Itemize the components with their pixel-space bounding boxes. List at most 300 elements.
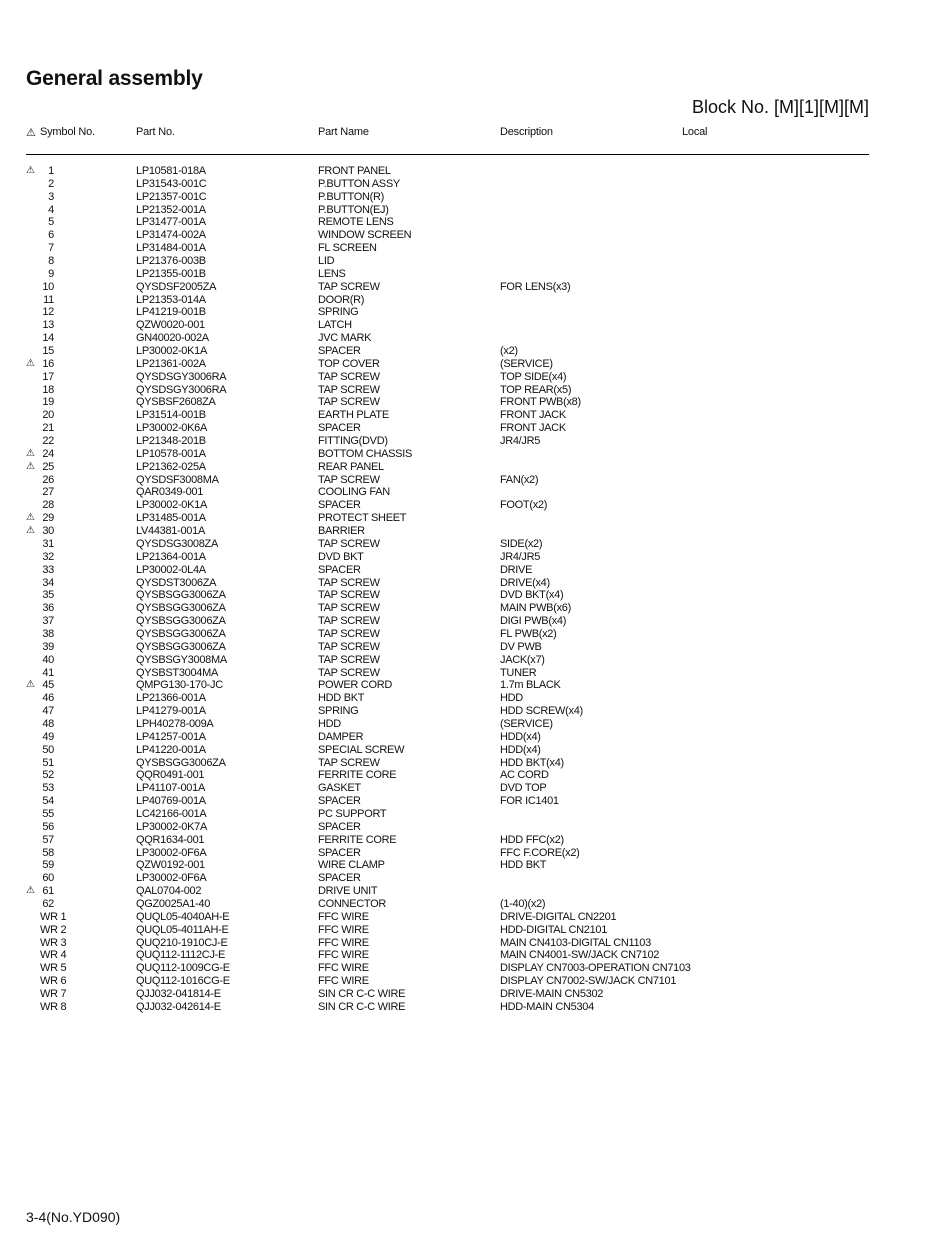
part-name: FFC WIRE: [318, 962, 369, 975]
part-name: TAP SCREW: [318, 653, 380, 666]
part-no: QYSBSGG3006ZA: [136, 756, 226, 769]
description: DVD BKT(x4): [500, 589, 564, 602]
part-name: SPACER: [318, 499, 361, 512]
part-no: LP31485-001A: [136, 512, 206, 525]
part-name: GASKET: [318, 782, 361, 795]
symbol-no: 41: [42, 666, 54, 679]
table-row: [0, 757, 950, 770]
part-name: SPACER: [318, 820, 361, 833]
symbol-no: WR 1: [40, 910, 67, 923]
part-no: QYSBSGY3008MA: [136, 653, 227, 666]
symbol-no: 53: [42, 782, 54, 795]
part-no: QGZ0025A1-40: [136, 897, 211, 910]
part-name: SIN CR C-C WIRE: [318, 988, 406, 1000]
description: DRIVE: [500, 563, 533, 576]
part-no: QYSBSGG3006ZA: [136, 640, 226, 653]
description: AC CORD: [500, 769, 549, 782]
part-name: TAP SCREW: [318, 756, 380, 769]
table-row: [0, 924, 950, 937]
part-name: SPRING: [318, 705, 359, 718]
part-no: LP21376-003B: [136, 255, 206, 268]
symbol-no: 56: [42, 820, 54, 833]
table-row: [0, 512, 950, 525]
part-name: SIN CR C-C WIRE: [318, 1000, 406, 1013]
part-no: LP31514-001B: [136, 409, 206, 422]
description: DVD TOP: [500, 782, 547, 795]
table-row: [0, 885, 950, 898]
part-no: LP30002-0K1A: [136, 499, 208, 512]
table-row: [0, 371, 950, 384]
part-no: LP21361-002A: [136, 357, 206, 370]
table-row: [0, 731, 950, 744]
symbol-no: 59: [42, 859, 54, 872]
part-no: LP30002-0L4A: [136, 563, 206, 576]
description: DIGI PWB(x4): [500, 615, 567, 628]
symbol-no: WR 5: [40, 962, 67, 975]
part-name: BOTTOM CHASSIS: [318, 447, 412, 460]
part-name: FFC WIRE: [318, 936, 369, 949]
table-row: [0, 551, 950, 564]
part-name: BARRIER: [318, 525, 365, 538]
part-name: LENS: [318, 267, 346, 280]
table-row: [0, 294, 950, 307]
table-row: [0, 615, 950, 628]
symbol-no: WR 2: [40, 923, 67, 936]
part-name: SPRING: [318, 306, 359, 319]
part-name: TAP SCREW: [318, 589, 380, 602]
table-row: [0, 769, 950, 782]
table-row: [0, 654, 950, 667]
part-no: QUQ112-1112CJ-E: [136, 949, 226, 962]
symbol-no: 57: [42, 833, 54, 846]
symbol-no: 10: [42, 280, 54, 293]
table-row: [0, 949, 950, 962]
description: 1.7m BLACK: [500, 679, 561, 692]
table-row: [0, 409, 950, 422]
table-row: [0, 872, 950, 885]
part-name: TAP SCREW: [318, 576, 380, 589]
part-name: TAP SCREW: [318, 473, 380, 486]
table-row: [0, 165, 950, 178]
part-no: LP40769-001A: [136, 795, 206, 808]
symbol-no: 32: [42, 550, 54, 563]
table-row: [0, 306, 950, 319]
description: HDD BKT(x4): [500, 756, 564, 769]
warning-icon: ⚠: [26, 127, 36, 139]
table-row: [0, 692, 950, 705]
description: MAIN PWB(x6): [500, 602, 571, 615]
table-row: [0, 204, 950, 217]
table-header: [0, 126, 950, 140]
part-no: QMPG130-170-JC: [136, 679, 223, 692]
symbol-no: 8: [48, 255, 54, 268]
table-row: [0, 628, 950, 641]
table-row: [0, 435, 950, 448]
table-row: [0, 564, 950, 577]
part-no: QYSDSF2005ZA: [136, 280, 217, 293]
part-no: QUQL05-4040AH-E: [136, 910, 230, 923]
description: MAIN CN4103-DIGITAL CN1103: [500, 936, 651, 949]
symbol-no: 62: [42, 897, 54, 910]
part-name: CONNECTOR: [318, 897, 386, 910]
part-no: LP31474-002A: [136, 229, 206, 242]
part-name: SPACER: [318, 563, 361, 576]
description: DISPLAY CN7002-SW/JACK CN7101: [500, 975, 677, 988]
part-name: SPACER: [318, 872, 361, 885]
part-no: QYSDSGY3006RA: [136, 383, 227, 396]
symbol-no: WR 4: [40, 949, 67, 962]
table-row: [0, 1001, 950, 1014]
symbol-no: 17: [42, 370, 54, 383]
symbol-no: 29: [42, 512, 54, 525]
description: DV PWB: [500, 640, 542, 653]
symbol-no: 2: [48, 177, 54, 190]
part-no: LP10581-018A: [136, 165, 206, 177]
part-no: QYSBSF2608ZA: [136, 396, 216, 409]
part-name: FERRITE CORE: [318, 769, 397, 782]
part-name: WIRE CLAMP: [318, 859, 385, 872]
symbol-no: 16: [42, 357, 54, 370]
description: FOOT(x2): [500, 499, 548, 512]
table-row: [0, 384, 950, 397]
part-name: DOOR(R): [318, 293, 365, 306]
symbol-no: 60: [42, 872, 54, 885]
part-name: TAP SCREW: [318, 627, 380, 640]
symbol-no: 21: [42, 422, 54, 435]
part-no: LP30002-0K6A: [136, 422, 208, 435]
part-no: LP41219-001B: [136, 306, 206, 319]
symbol-no: 54: [42, 795, 54, 808]
table-row: [0, 255, 950, 268]
part-no: QYSDSG3008ZA: [136, 537, 218, 550]
part-name: TAP SCREW: [318, 602, 380, 615]
part-no: QUQ112-1009CG-E: [136, 962, 230, 975]
part-no: QUQ210-1910CJ-E: [136, 936, 228, 949]
table-row: [0, 718, 950, 731]
warning-icon: ⚠: [26, 165, 35, 176]
table-row: [0, 705, 950, 718]
description: HDD SCREW(x4): [500, 705, 583, 718]
description: FRONT JACK: [500, 422, 566, 435]
part-no: LP21353-014A: [136, 293, 206, 306]
column-header-part-no: Part No.: [136, 126, 175, 138]
symbol-no: 55: [42, 807, 54, 820]
part-name: LID: [318, 255, 335, 268]
description: HDD(x4): [500, 743, 541, 756]
part-name: HDD BKT: [318, 692, 365, 705]
column-header-symbol-no: Symbol No.: [40, 126, 95, 138]
symbol-no: 31: [42, 537, 54, 550]
part-no: QJJ032-042614-E: [136, 1000, 221, 1013]
symbol-no: 15: [42, 345, 54, 358]
warning-icon: ⚠: [26, 357, 35, 369]
symbol-no: 26: [42, 473, 54, 486]
symbol-no: 34: [42, 576, 54, 589]
part-no: QYSBSGG3006ZA: [136, 627, 226, 640]
table-row: [0, 242, 950, 255]
description: FL PWB(x2): [500, 627, 557, 640]
part-no: LP30002-0K1A: [136, 345, 208, 358]
symbol-no: 40: [42, 653, 54, 666]
table-row: [0, 358, 950, 371]
table-row: [0, 396, 950, 409]
part-name: SPACER: [318, 422, 361, 435]
part-name: FFC WIRE: [318, 975, 369, 988]
part-no: QZW0192-001: [136, 859, 205, 872]
description: FRONT PWB(x8): [500, 396, 581, 409]
column-header-part-name: Part Name: [318, 126, 369, 138]
symbol-no: 30: [42, 525, 54, 538]
description: JACK(x7): [500, 653, 545, 666]
part-name: JVC MARK: [318, 332, 372, 345]
part-no: QYSBST3004MA: [136, 666, 218, 679]
part-no: QZW0020-001: [136, 319, 205, 332]
part-name: TOP COVER: [318, 357, 380, 370]
symbol-no: 3: [48, 190, 54, 203]
part-no: QYSBSGG3006ZA: [136, 602, 226, 615]
warning-icon: ⚠: [26, 447, 35, 459]
table-row: [0, 679, 950, 692]
table-row: [0, 847, 950, 860]
symbol-no: 33: [42, 563, 54, 576]
table-row: [0, 229, 950, 242]
part-no: QYSBSGG3006ZA: [136, 589, 226, 602]
table-row: [0, 795, 950, 808]
parts-table: [0, 165, 950, 1014]
part-no: QUQL05-4011AH-E: [136, 923, 229, 936]
part-no: LP31484-001A: [136, 242, 206, 255]
symbol-no: 11: [43, 293, 54, 306]
part-name: TAP SCREW: [318, 537, 380, 550]
warning-icon: ⚠: [26, 512, 35, 524]
part-no: LPH40278-009A: [136, 717, 214, 730]
symbol-no: 58: [42, 846, 54, 859]
table-row: [0, 577, 950, 590]
warning-icon: ⚠: [26, 525, 35, 537]
header-divider: [26, 154, 869, 155]
table-row: [0, 422, 950, 435]
table-row: [0, 937, 950, 950]
description: SIDE(x2): [500, 537, 543, 550]
warning-icon: ⚠: [26, 679, 35, 691]
part-no: QAR0349-001: [136, 486, 204, 499]
symbol-no: 20: [42, 409, 54, 422]
table-row: [0, 641, 950, 654]
part-no: QAL0704-002: [136, 885, 202, 898]
description: FFC F.CORE(x2): [500, 846, 580, 859]
table-row: [0, 525, 950, 538]
part-no: LP21366-001A: [136, 692, 206, 705]
description: HDD-MAIN CN5304: [500, 1000, 594, 1013]
table-row: [0, 281, 950, 294]
description: DISPLAY CN7003-OPERATION CN7103: [500, 962, 691, 975]
symbol-no: 36: [42, 602, 54, 615]
table-row: [0, 268, 950, 281]
table-row: [0, 178, 950, 191]
symbol-no: 19: [42, 396, 54, 409]
part-no: LP21352-001A: [136, 203, 206, 216]
part-name: COOLING FAN: [318, 486, 390, 499]
symbol-no: 1: [48, 165, 54, 177]
part-name: FFC WIRE: [318, 923, 369, 936]
symbol-no: 38: [42, 627, 54, 640]
description: FOR LENS(x3): [500, 280, 571, 293]
table-row: [0, 461, 950, 474]
part-no: QJJ032-041814-E: [136, 988, 221, 1000]
part-no: QQR1634-001: [136, 833, 205, 846]
part-no: LP21348-201B: [136, 435, 206, 448]
symbol-no: 48: [42, 717, 54, 730]
table-row: [0, 988, 950, 1001]
table-row: [0, 975, 950, 988]
description: JR4/JR5: [500, 550, 541, 563]
symbol-no: WR 8: [40, 1000, 67, 1013]
table-row: [0, 821, 950, 834]
table-row: [0, 589, 950, 602]
part-no: QYSDSGY3006RA: [136, 370, 227, 383]
part-name: P.BUTTON(EJ): [318, 203, 389, 216]
part-name: FFC WIRE: [318, 949, 369, 962]
description: DRIVE-DIGITAL CN2201: [500, 910, 617, 923]
table-row: [0, 332, 950, 345]
symbol-no: 9: [48, 267, 54, 280]
part-no: LP31477-001A: [136, 216, 206, 229]
symbol-no: 52: [42, 769, 54, 782]
part-name: PROTECT SHEET: [318, 512, 407, 525]
part-name: TAP SCREW: [318, 615, 380, 628]
table-row: [0, 898, 950, 911]
symbol-no: 12: [42, 306, 54, 319]
part-name: REMOTE LENS: [318, 216, 394, 229]
part-no: LP21355-001B: [136, 267, 206, 280]
part-name: TAP SCREW: [318, 383, 380, 396]
part-name: DAMPER: [318, 730, 364, 743]
part-no: QUQ112-1016CG-E: [136, 975, 230, 988]
table-row: [0, 191, 950, 204]
description: HDD-DIGITAL CN2101: [500, 923, 608, 936]
description: FAN(x2): [500, 473, 539, 486]
part-name: DVD BKT: [318, 550, 364, 563]
part-no: LP30002-0K7A: [136, 820, 208, 833]
page-title: General assembly: [26, 67, 203, 90]
description: HDD FFC(x2): [500, 833, 564, 846]
part-name: HDD: [318, 717, 341, 730]
symbol-no: 22: [42, 435, 54, 448]
symbol-no: 35: [42, 589, 54, 602]
symbol-no: 18: [42, 383, 54, 396]
description: MAIN CN4001-SW/JACK CN7102: [500, 949, 660, 962]
part-no: LP30002-0F6A: [136, 872, 207, 885]
part-no: LP31543-001C: [136, 177, 207, 190]
description: TOP REAR(x5): [500, 383, 572, 396]
table-row: [0, 859, 950, 872]
description: TOP SIDE(x4): [500, 370, 567, 383]
description: HDD(x4): [500, 730, 541, 743]
symbol-no: 37: [42, 615, 54, 628]
symbol-no: 28: [42, 499, 54, 512]
part-name: FITTING(DVD): [318, 435, 388, 448]
part-name: TAP SCREW: [318, 280, 380, 293]
symbol-no: 39: [42, 640, 54, 653]
column-header-local: Local: [682, 126, 708, 138]
part-name: FRONT PANEL: [318, 165, 391, 177]
part-no: LC42166-001A: [136, 807, 207, 820]
part-no: LP41279-001A: [136, 705, 206, 718]
description: JR4/JR5: [500, 435, 541, 448]
table-row: [0, 962, 950, 975]
part-name: FERRITE CORE: [318, 833, 397, 846]
table-row: [0, 834, 950, 847]
description: DRIVE(x4): [500, 576, 550, 589]
part-name: TAP SCREW: [318, 666, 380, 679]
description: FOR IC1401: [500, 795, 559, 808]
block-number: Block No. [M][1][M][M]: [691, 97, 869, 117]
description: (x2): [500, 345, 518, 358]
symbol-no: 25: [42, 460, 54, 473]
part-no: QYSBSGG3006ZA: [136, 615, 226, 628]
symbol-no: WR 7: [40, 988, 67, 1000]
part-name: FL SCREEN: [318, 242, 377, 255]
part-no: QQR0491-001: [136, 769, 205, 782]
symbol-no: 47: [42, 705, 54, 718]
table-row: [0, 319, 950, 332]
part-name: WINDOW SCREEN: [318, 229, 412, 242]
symbol-no: 13: [42, 319, 54, 332]
description: (1-40)(x2): [500, 897, 546, 910]
symbol-no: 45: [42, 679, 54, 692]
part-name: SPACER: [318, 846, 361, 859]
part-name: FFC WIRE: [318, 910, 369, 923]
part-name: SPACER: [318, 345, 361, 358]
symbol-no: 46: [42, 692, 54, 705]
symbol-no: 49: [42, 730, 54, 743]
part-no: GN40020-002A: [136, 332, 209, 345]
part-no: LP21357-001C: [136, 190, 207, 203]
part-no: LP41257-001A: [136, 730, 206, 743]
part-name: TAP SCREW: [318, 396, 380, 409]
symbol-no: WR 6: [40, 975, 67, 988]
part-no: LP21364-001A: [136, 550, 206, 563]
table-row: [0, 216, 950, 229]
symbol-no: 7: [48, 242, 54, 255]
table-row: [0, 345, 950, 358]
part-no: LP21362-025A: [136, 460, 206, 473]
symbol-no: 4: [48, 203, 54, 216]
table-row: [0, 782, 950, 795]
table-row: [0, 744, 950, 757]
description: TUNER: [500, 666, 537, 679]
part-no: LP30002-0F6A: [136, 846, 207, 859]
table-row: [0, 448, 950, 461]
table-row: [0, 808, 950, 821]
description: FRONT JACK: [500, 409, 566, 422]
description: (SERVICE): [500, 357, 553, 370]
part-name: P.BUTTON ASSY: [318, 177, 400, 190]
symbol-no: 50: [42, 743, 54, 756]
part-name: TAP SCREW: [318, 370, 380, 383]
column-header-description: Description: [500, 126, 553, 138]
symbol-no: 61: [42, 885, 54, 898]
table-row: [0, 486, 950, 499]
part-name: POWER CORD: [318, 679, 393, 692]
part-name: DRIVE UNIT: [318, 885, 378, 898]
warning-icon: ⚠: [26, 885, 35, 897]
part-name: LATCH: [318, 319, 352, 332]
table-row: [0, 538, 950, 551]
part-no: QYSDSF3008MA: [136, 473, 219, 486]
description: HDD: [500, 692, 523, 705]
page-footer: 3-4(No.YD090): [26, 1209, 121, 1225]
